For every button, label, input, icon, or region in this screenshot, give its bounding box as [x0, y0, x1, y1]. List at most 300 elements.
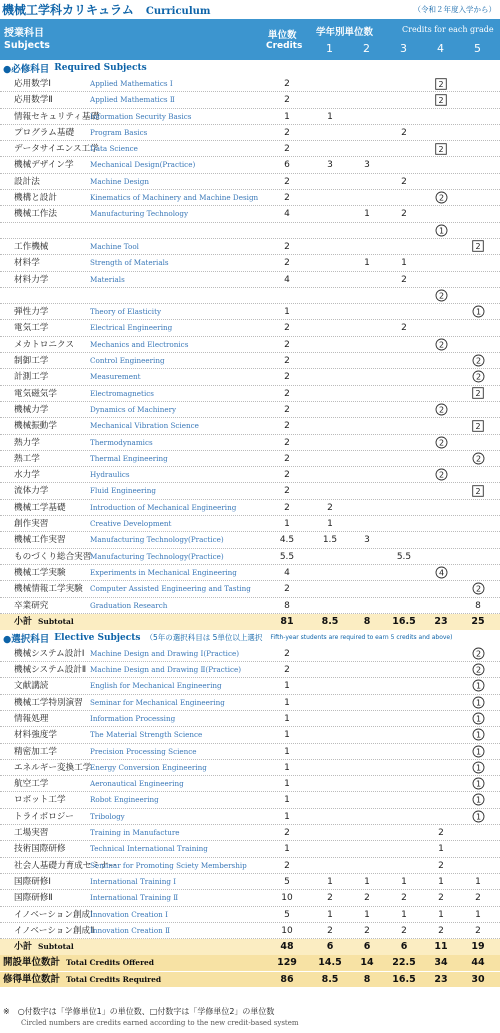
subject-en: Manufacturing Technology(Practice)	[90, 535, 224, 545]
grade-cell: 2	[438, 828, 444, 839]
elective-subtotal-grade-5: 19	[471, 941, 485, 953]
grade-cell: 2	[438, 79, 444, 89]
credits-cell: 4	[284, 274, 290, 285]
total-required-grade-2: 8	[363, 973, 371, 985]
subject-jp: 制御工学	[14, 356, 49, 367]
subject-en: Introduction of Mechanical Engineering	[90, 502, 237, 512]
circled-credit-icon	[468, 304, 488, 320]
credits-cell: 1	[284, 795, 290, 806]
table-row	[0, 776, 500, 792]
subject-jp: 電気磁気学	[14, 388, 57, 399]
subject-jp: 応用数学Ⅰ	[14, 79, 51, 89]
table-row	[0, 190, 500, 206]
grade-cell: 1	[401, 876, 407, 887]
credits-cell: 2	[284, 372, 290, 383]
subject-en: Training in Manufacture	[90, 828, 180, 838]
footnote-en: Circled numbers are credits earned according to the new credit-based system	[21, 1019, 299, 1027]
grade-cell: 1	[438, 876, 444, 887]
enrollment-note: （令和２年度入学から）	[413, 5, 496, 14]
subject-jp: 創作実習	[14, 519, 49, 530]
credits-cell: 5	[284, 876, 290, 887]
credits-cell: 4	[284, 209, 290, 220]
subject-en: Aeronautical Engineering	[90, 779, 184, 789]
credits-cell: 1	[284, 811, 290, 822]
credits-cell: 2	[284, 356, 290, 367]
grade-cell: 2	[475, 389, 481, 399]
total-offered-row	[0, 955, 500, 972]
grade-cell: 1	[475, 763, 481, 773]
grade-cell: 2	[475, 454, 481, 464]
credits-cell: 2	[284, 388, 290, 399]
subject-en: Energy Conversion Engineering	[90, 762, 207, 772]
subject-en: International Training Ⅱ	[90, 893, 179, 903]
grade-cell: 2	[475, 665, 481, 675]
credits-cell: 4.5	[279, 535, 295, 546]
subject-jp: 卒業研究	[14, 600, 49, 611]
subject-jp: エネルギー変換工学	[14, 762, 92, 773]
required-subject-list	[0, 76, 500, 614]
required-subtotal-label: 小計 Subtotal	[14, 616, 74, 627]
table-row	[0, 890, 500, 906]
credits-cell: 1	[284, 713, 290, 724]
credits-cell: 1	[284, 681, 290, 692]
grade-cell: 2	[438, 860, 444, 871]
table-row	[0, 386, 500, 402]
grade-cell: 2	[438, 95, 444, 105]
circled-credit-icon	[468, 744, 488, 760]
boxed-credit-icon	[431, 92, 451, 108]
elective-section-en: Elective Subjects	[54, 632, 141, 643]
required-section-header	[0, 60, 500, 76]
table-row	[0, 581, 500, 597]
subject-en: Mechanical Vibration Science	[90, 421, 199, 431]
grade-cell: 2	[438, 470, 444, 480]
elective-section-jp: ●選択科目	[3, 633, 50, 645]
subject-en: Thermodynamics	[90, 437, 153, 447]
credits-cell: 1	[284, 844, 290, 855]
subject-jp: ものづくり総合実習	[14, 551, 92, 562]
subject-en: Thermal Engineering	[90, 453, 168, 463]
grade-cell: 1	[475, 681, 481, 691]
credits-cell: 2	[284, 860, 290, 871]
boxed-credit-icon	[431, 141, 451, 157]
elective-subject-list	[0, 646, 500, 939]
circled-credit-icon	[468, 678, 488, 694]
subject-en: Seminar for Mechanical Engineering	[90, 697, 225, 707]
grade-cell: 2	[475, 356, 481, 366]
subject-jp: データサイエンス工学	[14, 144, 99, 155]
credits-cell: 2	[284, 470, 290, 481]
table-row	[0, 483, 500, 499]
circled-credit-icon	[468, 711, 488, 727]
circled-credit-icon	[468, 727, 488, 743]
subject-en: Technical International Training	[90, 844, 208, 854]
table-row	[0, 516, 500, 532]
subject-en: Program Basics	[90, 127, 148, 137]
subject-jp: ロボット工学	[14, 795, 66, 806]
subject-jp: 熱力学	[14, 437, 40, 448]
page-title	[2, 1, 210, 18]
grade-cell: 1	[401, 258, 407, 269]
subject-en: Mechanics and Electronics	[90, 339, 189, 349]
grade-cell: 2	[475, 584, 481, 594]
subject-jp: 材料力学	[14, 274, 49, 285]
grade-cell: 1	[327, 909, 333, 920]
total-required-credits: 86	[280, 973, 294, 985]
grade-cell: 8	[475, 600, 481, 611]
grade-cell: 1	[401, 909, 407, 920]
table-row	[0, 109, 500, 125]
grade-cell: 5.5	[396, 551, 412, 562]
table-row	[0, 695, 500, 711]
grade-cell: 2	[475, 925, 481, 936]
subject-jp: 機械工学基礎	[14, 502, 66, 513]
subject-jp: 電気工学	[14, 323, 49, 334]
grade-cell: 1	[475, 909, 481, 920]
grade-cell: 2	[438, 193, 444, 203]
subject-en: Mechanical Design(Practice)	[90, 160, 196, 170]
table-row	[0, 825, 500, 841]
grade-cell: 2	[438, 893, 444, 904]
required-section-jp: ●必修科目	[3, 64, 50, 75]
boxed-credit-icon	[468, 239, 488, 255]
credits-cell: 6	[284, 160, 290, 171]
header-grade-3: 3	[400, 42, 407, 55]
subject-en: Machine Tool	[90, 241, 139, 251]
table-row	[0, 272, 500, 288]
credits-cell: 2	[284, 323, 290, 334]
subject-en: Seminar for Promoting Sciety Membership	[90, 860, 247, 870]
subject-jp: 弾性力学	[14, 307, 49, 318]
grade-cell: 1	[364, 909, 370, 920]
subject-jp: メカトロニクス	[14, 339, 75, 350]
grade-cell: 1	[475, 307, 481, 317]
credits-cell: 10	[281, 925, 293, 936]
grade-cell: 2	[327, 925, 333, 936]
elective-subtotal-grade-3: 6	[400, 941, 408, 953]
grade-cell: 1	[475, 746, 481, 756]
credits-cell: 1	[284, 697, 290, 708]
table-row	[0, 841, 500, 857]
circled-credit-icon	[468, 809, 488, 825]
subject-jp: 技術国際研修	[14, 844, 66, 855]
header-grade-1: 1	[326, 42, 333, 55]
required-subtotal-grade-1: 8.5	[321, 615, 339, 627]
subject-jp: 国際研修Ⅱ	[14, 893, 53, 904]
table-row	[0, 549, 500, 565]
circled-credit-icon	[468, 776, 488, 792]
grade-cell: 2	[401, 274, 407, 285]
total-offered-label: 開設単位数計 Total Credits Offered	[3, 957, 155, 969]
subject-en: Fluid Engineering	[90, 486, 156, 496]
circled-credit-icon	[431, 565, 451, 581]
credits-cell: 2	[284, 95, 290, 106]
credits-cell: 1	[284, 779, 290, 790]
credits-cell: 10	[281, 893, 293, 904]
table-row	[0, 320, 500, 336]
grade-cell: 1	[438, 909, 444, 920]
required-subtotal-grade-2: 8	[363, 615, 371, 627]
subject-jp: 機構と設計	[14, 193, 57, 204]
table-row	[0, 174, 500, 190]
footnote	[3, 1006, 497, 1027]
circled-credit-icon	[468, 451, 488, 467]
grade-cell: 2	[364, 893, 370, 904]
required-subtotal-grade-3: 16.5	[392, 615, 416, 627]
subject-en: Information Processing	[90, 713, 176, 723]
required-subtotal-credits: 81	[280, 615, 294, 627]
credits-cell: 2	[284, 176, 290, 187]
elective-note-jp: （5年の選択科目は 5単位以上選択	[145, 633, 263, 643]
grade-cell: 2	[475, 242, 481, 252]
grade-cell: 3	[327, 160, 333, 171]
credits-cell: 1	[284, 307, 290, 318]
total-required-grade-1: 8.5	[321, 973, 339, 985]
subject-jp: 材料強度学	[14, 730, 57, 741]
grade-cell: 1	[475, 730, 481, 740]
credits-cell: 2	[284, 193, 290, 204]
table-row	[0, 206, 500, 222]
subject-en: Hydraulics	[90, 470, 130, 480]
subject-jp: 機械工学特別演習	[14, 697, 83, 708]
subject-jp: 社会人基礎力育成セミナー	[14, 860, 118, 871]
grade-cell: 2	[401, 925, 407, 936]
table-row	[0, 678, 500, 694]
table-row	[0, 711, 500, 727]
subject-jp: 文献講読	[14, 681, 49, 692]
credits-cell: 8	[284, 600, 290, 611]
required-section-en: Required Subjects	[54, 63, 147, 73]
table-row	[0, 369, 500, 385]
table-row	[0, 874, 500, 890]
grade-cell: 2	[438, 340, 444, 350]
subject-en: Creative Development	[90, 519, 172, 529]
required-subtotal-row	[0, 614, 500, 630]
subject-jp: 精密加工学	[14, 746, 57, 757]
subject-en: Dynamics of Machinery	[90, 404, 177, 414]
grade-cell: 2	[475, 372, 481, 382]
credits-cell: 5	[284, 909, 290, 920]
table-row	[0, 467, 500, 483]
credits-cell: 2	[284, 339, 290, 350]
circled-credit-icon	[468, 760, 488, 776]
grade-cell: 1.5	[322, 535, 338, 546]
circled-credit-icon	[431, 402, 451, 418]
subject-en: Machine Design	[90, 176, 149, 186]
subject-en: Tribology	[90, 811, 125, 821]
subject-jp: 流体力学	[14, 486, 49, 497]
grade-cell: 2	[401, 176, 407, 187]
subject-jp: イノベーション創成Ⅱ	[14, 925, 95, 936]
header-credits-jp: 単位数	[268, 30, 297, 41]
table-row	[0, 662, 500, 678]
credits-cell: 2	[284, 648, 290, 659]
subject-jp: 航空工学	[14, 779, 49, 790]
grade-cell: 1	[327, 519, 333, 530]
header-subjects-en: Subjects	[4, 40, 50, 51]
circled-credit-icon	[431, 337, 451, 353]
subject-jp: 工場実習	[14, 828, 49, 839]
table-row	[0, 646, 500, 662]
table-row	[0, 500, 500, 516]
grade-cell: 2	[364, 925, 370, 936]
credits-cell: 1	[284, 111, 290, 122]
total-offered-grade-5: 44	[471, 957, 485, 969]
grade-cell: 2	[401, 323, 407, 334]
total-offered-grade-2: 14	[360, 957, 374, 969]
circled-credit-icon	[431, 190, 451, 206]
grade-cell: 2	[438, 405, 444, 415]
subject-en: Machine Design and Drawing Ⅱ(Practice)	[90, 665, 242, 675]
grade-cell: 2	[475, 893, 481, 904]
grade-cell: 3	[364, 160, 370, 171]
grade-cell: 2	[438, 437, 444, 447]
subject-jp: 機械工学実験	[14, 567, 66, 578]
table-row	[0, 744, 500, 760]
credits-cell: 2	[284, 584, 290, 595]
grade-cell: 2	[401, 127, 407, 138]
credits-cell: 2	[284, 127, 290, 138]
subject-en: Materials	[90, 274, 125, 284]
subject-en: Electromagnetics	[90, 388, 154, 398]
subject-en: Innovation Creation Ⅰ	[90, 909, 168, 919]
grade-cell: 1	[364, 258, 370, 269]
table-row	[0, 157, 500, 173]
subject-en: Precision Processing Science	[90, 746, 197, 756]
grade-cell: 3	[364, 535, 370, 546]
table-row	[0, 907, 500, 923]
total-offered-grade-3: 22.5	[392, 957, 416, 969]
table-row	[0, 255, 500, 271]
boxed-credit-icon	[468, 386, 488, 402]
table-row	[0, 451, 500, 467]
header-grade-4: 4	[437, 42, 444, 55]
circled-credit-icon	[431, 223, 451, 239]
grade-cell: 1	[327, 876, 333, 887]
subject-jp: 情報セキュリティ基礎	[14, 111, 100, 122]
subject-en: Manufacturing Technology(Practice)	[90, 551, 224, 561]
credits-cell: 1	[284, 746, 290, 757]
credits-cell: 2	[284, 437, 290, 448]
credits-cell: 2	[284, 79, 290, 89]
subject-jp: 応用数学Ⅱ	[14, 95, 53, 106]
subject-en: Strength of Materials	[90, 258, 169, 268]
table-row	[0, 402, 500, 418]
subject-jp: 機械システム設計Ⅱ	[14, 665, 87, 676]
subject-jp: 機械情報工学実験	[14, 584, 83, 595]
grade-cell: 2	[475, 649, 481, 659]
subject-en: English for Mechanical Engineering	[90, 681, 222, 691]
subject-jp: 水力学	[14, 470, 40, 481]
boxed-credit-icon	[468, 483, 488, 499]
circled-credit-icon	[431, 467, 451, 483]
credits-cell: 5.5	[279, 551, 295, 562]
grade-cell: 1	[438, 226, 444, 236]
subject-jp: プログラム基礎	[14, 127, 75, 138]
subject-jp: イノベーション創成Ⅰ	[14, 909, 93, 920]
subject-jp: 熱工学	[14, 453, 40, 464]
total-offered-grade-1: 14.5	[318, 957, 342, 969]
table-row	[0, 727, 500, 743]
circled-credit-icon	[468, 581, 488, 597]
grade-cell: 2	[438, 291, 444, 301]
table-row	[0, 923, 500, 939]
table-row	[0, 598, 500, 614]
subject-en: Manufacturing Technology	[90, 209, 189, 219]
grade-cell: 2	[475, 486, 481, 496]
credits-cell: 2	[284, 453, 290, 464]
subject-en: Measurement	[90, 372, 141, 382]
elective-subtotal-grade-1: 6	[326, 941, 334, 953]
subject-en: Electrical Engineering	[90, 323, 173, 333]
subject-jp: トライボロジー	[14, 811, 74, 822]
table-row	[0, 353, 500, 369]
credits-cell: 2	[284, 404, 290, 415]
required-subtotal-grade-4: 23	[434, 615, 448, 627]
credits-cell: 2	[284, 502, 290, 513]
circled-credit-icon	[468, 353, 488, 369]
subject-jp: 機械工作実習	[14, 535, 66, 546]
credits-cell: 1	[284, 519, 290, 530]
total-required-label: 修得単位数計 Total Credits Required	[3, 973, 162, 985]
subject-en: Graduation Research	[90, 600, 168, 610]
credits-cell: 1	[284, 762, 290, 773]
header-credits-en: Credits	[266, 41, 303, 51]
grade-cell: 2	[327, 893, 333, 904]
grade-cell: 1	[475, 812, 481, 822]
title-bar	[0, 0, 500, 19]
subject-jp: 機械工作法	[14, 209, 57, 220]
subject-en: Theory of Elasticity	[90, 307, 162, 317]
grade-cell: 1	[475, 795, 481, 805]
subject-en: Applied Mathematics Ⅰ	[90, 79, 173, 88]
total-required-grade-4: 23	[434, 973, 448, 985]
subject-jp: 機械デザイン学	[14, 160, 74, 171]
elective-section-header	[0, 630, 500, 646]
subject-jp: 情報処理	[14, 713, 49, 724]
subject-jp: 機械力学	[14, 404, 49, 415]
table-row	[0, 760, 500, 776]
total-offered-grade-4: 34	[434, 957, 448, 969]
subject-jp: 材料学	[14, 258, 40, 269]
subject-en: The Material Strength Science	[90, 730, 203, 740]
credits-cell: 2	[284, 665, 290, 676]
header-grade-jp: 学年別単位数	[316, 27, 374, 38]
subject-en: Control Engineering	[90, 356, 165, 366]
credits-cell: 2	[284, 828, 290, 839]
header-grade-en: Credits for each grade	[402, 25, 494, 34]
table-row	[0, 858, 500, 874]
title-jp: 機械工学科カリキュラム	[2, 3, 134, 17]
total-required-row	[0, 972, 500, 989]
table-row	[0, 532, 500, 548]
total-required-grade-3: 16.5	[392, 973, 416, 985]
boxed-credit-icon	[468, 418, 488, 434]
table-row	[0, 125, 500, 141]
header-grade-2: 2	[363, 42, 370, 55]
circled-credit-icon	[468, 646, 488, 662]
header-subjects-jp: 授業科目	[4, 28, 44, 39]
subject-en: Innovation Creation Ⅱ	[90, 925, 170, 935]
credits-cell: 2	[284, 258, 290, 269]
table-row	[0, 304, 500, 320]
grade-cell: 2	[401, 893, 407, 904]
elective-subtotal-credits: 48	[280, 941, 294, 953]
elective-note-en: Fifth-year students are required to earn 5 credits and above)	[270, 634, 453, 642]
table-row	[0, 76, 500, 92]
subject-en: International Training Ⅰ	[90, 876, 177, 886]
table-row	[0, 435, 500, 451]
